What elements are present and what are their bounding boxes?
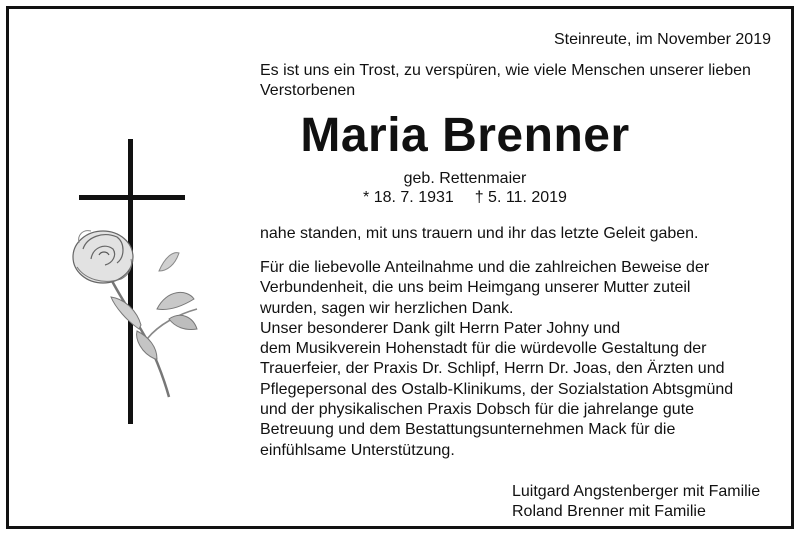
death-date: † 5. 11. 2019 [474,189,567,206]
thanks-line: einfühlsame Unterstützung. [260,441,455,459]
thanks-line: Pflegepersonal des Ostalb-Klinikums, der Sozialstation Abtsgmünd [260,380,734,398]
thanks-paragraph [260,258,790,461]
place-date: Steinreute, im November 2019 [554,31,771,48]
thanks-line: Trauerfeier, der Praxis Dr. Schlipf, Herrn Dr. Joas, den Ärzten und [260,360,725,378]
thanks-line: und der physikalischen Praxis Dobsch für die jahrelange gute [260,401,695,419]
signature-line: Luitgard Angstenberger mit Familie [512,483,761,500]
life-dates [9,189,797,207]
birth-date: * 18. 7. 1931 [363,189,454,206]
intro-text [260,61,790,101]
closing-line: nahe standen, mit uns trauern und ihr das letzte Geleit gaben. [260,225,699,242]
thanks-line: Für die liebevolle Anteilnahme und die zahlreichen Beweise der [260,259,710,276]
birth-name: geb. Rettenmaier [403,170,527,187]
thanks-line: Betreuung und dem Bestattungsunternehmen Mack für die [260,421,676,439]
thanks-line: dem Musikverein Hohenstadt für die würdevolle Gestaltung der [260,340,707,358]
intro-line: Es ist uns ein Trost, zu verspüren, wie viele Menschen unserer lieben [260,62,751,79]
deceased-name: Maria Brenner [300,109,630,162]
obituary-frame [6,6,794,529]
thanks-line: wurden, sagen wir herzlichen Dank. [260,299,514,317]
thanks-line: Verbundenheit, die uns beim Heimgang unserer Mutter zuteil [260,279,691,297]
signature-line: Roland Brenner mit Familie [512,503,706,520]
thanks-line: Unser besonderer Dank gilt Herrn Pater Johny und [260,319,621,337]
intro-line: Verstorbenen [260,82,356,99]
